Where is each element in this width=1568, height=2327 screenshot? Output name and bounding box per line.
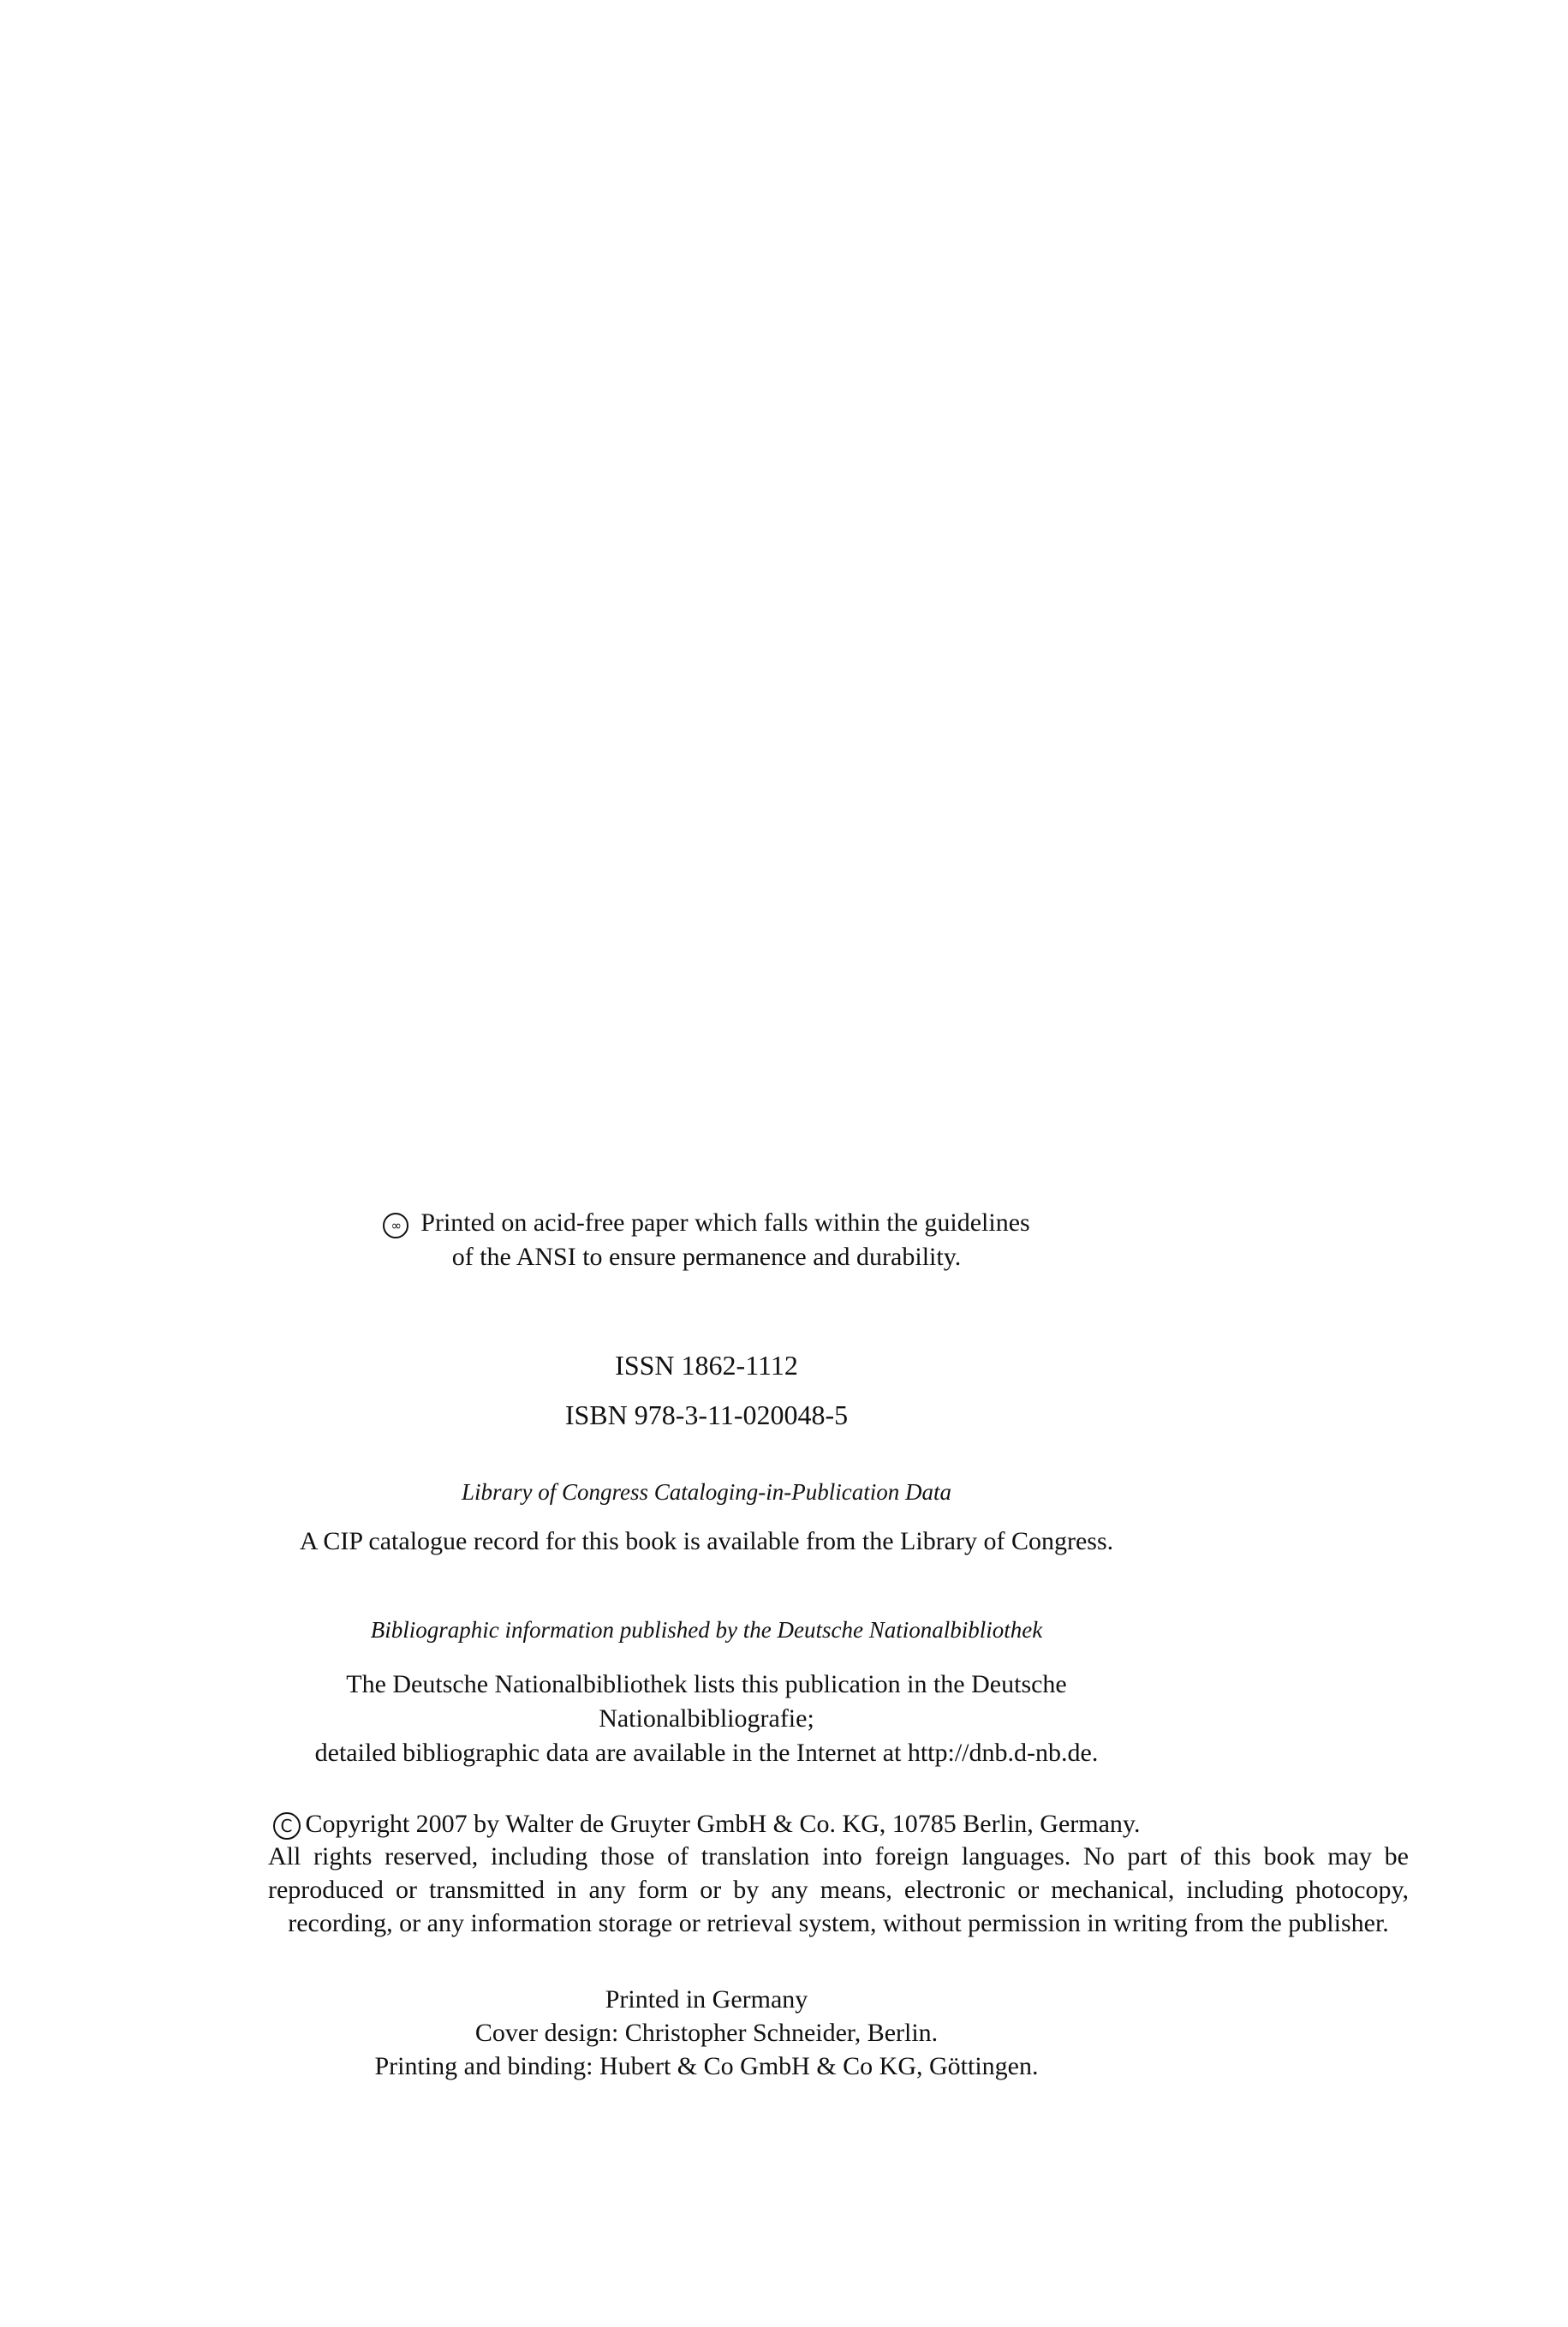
acid-free-notice [257,1206,1156,1274]
loc-cip-text: A CIP catalogue record for this book is available from the Library of Congress. [299,1527,1114,1555]
loc-cip-heading: Library of Congress Cataloging-in-Publication Data [461,1479,951,1505]
isbn: ISBN 978-3-11-020048-5 [564,1399,849,1430]
rights-reserved-paragraph: All rights reserved, including those of translation into foreign languages. No part of this book may be reproduced or transmitted in any form or by any means, electronic or mechanical, including photocopy, recording, or any information storage or retrieval system, without permission in writing from the publisher. [268,1842,1409,1937]
copyright-icon: C [273,1812,301,1840]
production-credits [257,1983,1156,2083]
acid-free-line-2: of the ANSI to ensure permanence and durability. [451,1243,962,1271]
infinity-paper-icon: ∞ [383,1213,408,1238]
printing-binding: Printing and binding: Hubert & Co GmbH & Co KG, Göttingen. [374,2052,1039,2080]
dnb-text-line-2: detailed bibliographic data are available in the Internet at http://dnb.d-nb.de. [314,1739,1099,1767]
acid-free-line-1 [257,1206,1156,1240]
copyright-line [257,1807,1156,1841]
dnb-text-line-1: The Deutsche Nationalbibliothek lists this publication in the Deutsche Nationalbibliografie; [346,1670,1067,1733]
dnb-text [257,1668,1156,1770]
copyright-text: Copyright 2007 by Walter de Gruyter GmbH & Co. KG, 10785 Berlin, Germany. [305,1810,1141,1838]
acid-free-text-1: Printed on acid-free paper which falls within the guidelines [420,1208,1030,1237]
dnb-heading: Bibliographic information published by the Deutsche Nationalbibliothek [370,1617,1043,1643]
printed-in: Printed in Germany [605,1985,808,2014]
issn: ISSN 1862-1112 [615,1350,798,1381]
cover-design: Cover design: Christopher Schneider, Berlin. [474,2019,939,2047]
